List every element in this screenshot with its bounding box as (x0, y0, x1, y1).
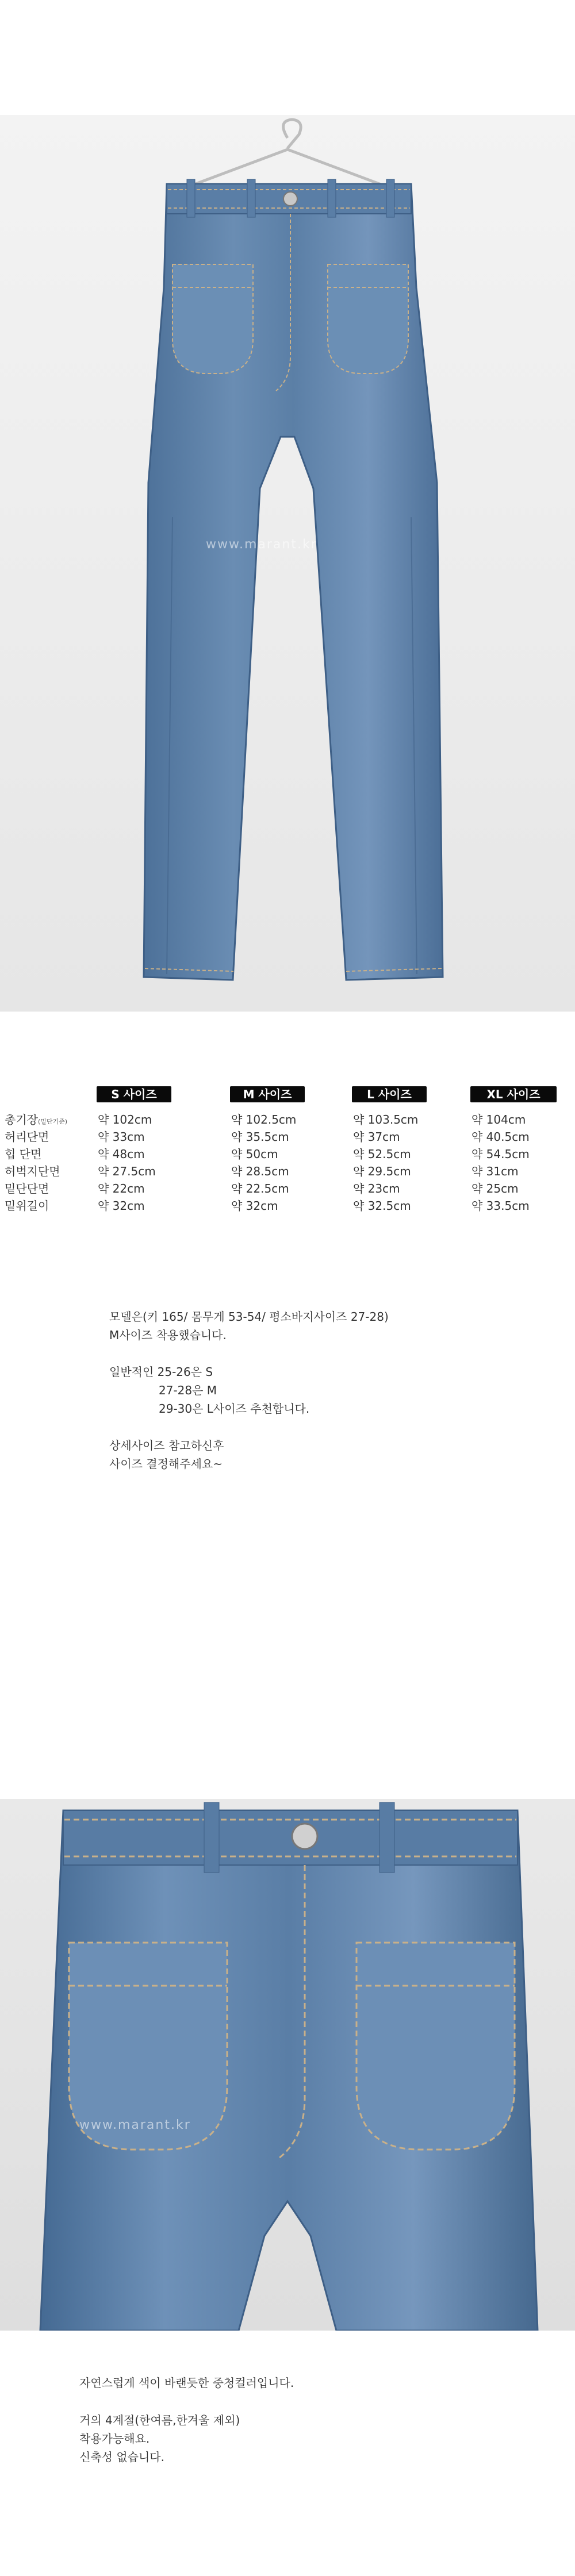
table-cell: 약 40.5cm (471, 1130, 530, 1144)
size-tip-line: 사이즈 결정해주세요~ (109, 1457, 223, 1471)
table-cell: 약 103.5cm (353, 1113, 419, 1126)
table-cell: 약 23cm (353, 1182, 400, 1195)
row-label-hip: 힙 단면 (5, 1147, 42, 1161)
table-cell: 약 25cm (471, 1182, 519, 1195)
product-photo-full (0, 115, 575, 1012)
table-cell: 약 32.5cm (353, 1199, 411, 1213)
table-cell: 약 29.5cm (353, 1164, 411, 1178)
table-cell: 약 35.5cm (231, 1130, 289, 1144)
table-cell: 약 102cm (98, 1113, 152, 1126)
table-cell: 약 52.5cm (353, 1147, 411, 1161)
table-cell: 약 32cm (231, 1199, 278, 1213)
model-info-line: 모델은(키 165/ 몸무게 53-54/ 평소바지사이즈 27-28) (109, 1310, 389, 1324)
size-recommendation-line: 일반적인 25-26은 S (109, 1365, 213, 1379)
watermark-text: www.marant.kr (206, 537, 317, 552)
row-label-total-length: 총기장(밑단기준) (5, 1113, 68, 1126)
table-cell: 약 32cm (98, 1199, 145, 1213)
size-table (0, 1086, 575, 1218)
table-cell: 약 54.5cm (471, 1147, 530, 1161)
table-cell: 약 48cm (98, 1147, 145, 1161)
size-tip-line: 상세사이즈 참고하신후 (109, 1439, 224, 1452)
table-cell: 약 28.5cm (231, 1164, 289, 1178)
table-cell: 약 33.5cm (471, 1199, 530, 1213)
table-cell: 약 102.5cm (231, 1113, 297, 1126)
size-recommendation-line: 27-28은 M (159, 1383, 217, 1397)
table-cell: 약 27.5cm (98, 1164, 156, 1178)
table-cell: 약 22cm (98, 1182, 145, 1195)
table-cell: 약 50cm (231, 1147, 278, 1161)
row-label-hem: 밑단단면 (5, 1182, 49, 1195)
model-info-line: M사이즈 착용했습니다. (109, 1328, 227, 1342)
size-header-xl: XL 사이즈 (470, 1086, 557, 1102)
watermark-text: www.marant.kr (79, 2118, 191, 2132)
size-header-s: S 사이즈 (97, 1086, 171, 1102)
size-recommendation-line: 29-30은 L사이즈 추천합니다. (159, 1402, 310, 1416)
product-photo-closeup (0, 1799, 575, 2331)
row-label-waist: 허리단면 (5, 1130, 49, 1144)
table-cell: 약 33cm (98, 1130, 145, 1144)
jeans-closeup-image (0, 1799, 575, 2331)
fabric-note-line: 신축성 없습니다. (79, 2450, 164, 2464)
row-label-rise: 밑위길이 (5, 1199, 49, 1213)
table-cell: 약 37cm (353, 1130, 400, 1144)
jeans-on-hanger-image (0, 115, 575, 1012)
size-header-m: M 사이즈 (230, 1086, 305, 1102)
hanger-icon (172, 120, 402, 193)
row-label-thigh: 허벅지단면 (5, 1164, 60, 1178)
fabric-note-line: 착용가능해요. (79, 2432, 150, 2446)
table-cell: 약 22.5cm (231, 1182, 289, 1195)
table-cell: 약 31cm (471, 1164, 519, 1178)
size-header-l: L 사이즈 (352, 1086, 427, 1102)
table-cell: 약 104cm (471, 1113, 526, 1126)
fabric-note-line: 자연스럽게 색이 바랜듯한 중청컬러입니다. (79, 2376, 294, 2390)
fabric-note-line: 거의 4계절(한여름,한겨울 제외) (79, 2413, 240, 2427)
